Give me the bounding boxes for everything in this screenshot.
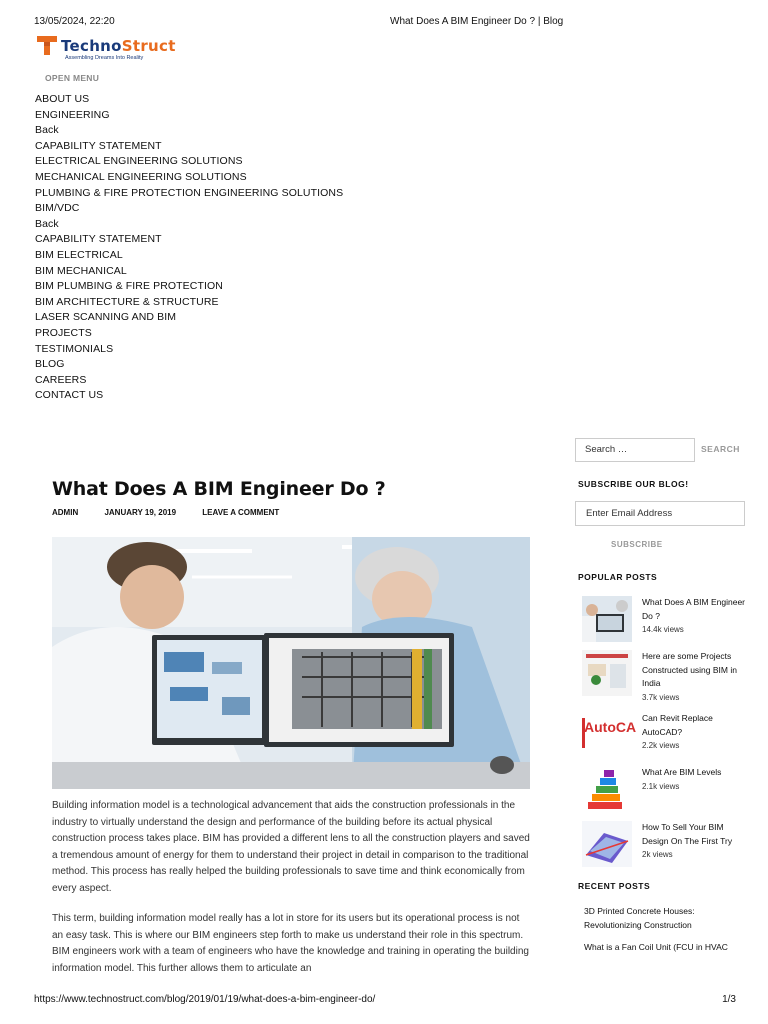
- sidebar: [574, 438, 745, 962]
- popular-post-text: [642, 650, 752, 704]
- popular-post-views: 14.4k views: [642, 625, 684, 634]
- post-paragraph: This term, building information model really has a lot in store for its users but its operational process is not an easy task. This is where our BIM engineers step forth to make us understand their role in this spectrum. BIM engineers work with a team of engineers who have the knowledge and training in operating the building information model. This further allows them to articulate an: [52, 913, 529, 974]
- recent-post-link[interactable]: 3D Printed Concrete Houses: Revolutionizing Construction: [584, 906, 695, 930]
- nav-item-capability-statement[interactable]: CAPABILITY STATEMENT: [35, 139, 162, 152]
- nav-item-back[interactable]: Back: [35, 217, 59, 230]
- popular-post-title[interactable]: What Are BIM Levels: [642, 767, 722, 777]
- popular-post-views: 3.7k views: [642, 692, 680, 702]
- nav-item-plumbing-fire-engineering[interactable]: PLUMBING & FIRE PROTECTION ENGINEERING SOLUTIONS: [35, 186, 344, 199]
- nav-item-bim-mechanical[interactable]: BIM MECHANICAL: [35, 264, 127, 277]
- print-date: 13/05/2024, 22:20: [34, 16, 115, 27]
- popular-post-title[interactable]: What Does A BIM Engineer Do ?: [642, 597, 745, 621]
- popular-post-thumbnail[interactable]: [582, 596, 632, 642]
- popular-post-text: [642, 821, 752, 862]
- popular-post-views: 2.2k views: [642, 741, 680, 750]
- logo-name-part2: Struct: [121, 37, 176, 55]
- nav-item-bim-architecture[interactable]: BIM ARCHITECTURE & STRUCTURE: [35, 295, 219, 308]
- search-button[interactable]: SEARCH: [701, 444, 740, 454]
- nav-item-laser-scanning[interactable]: LASER SCANNING AND BIM: [35, 311, 177, 324]
- popular-post-thumbnail[interactable]: [582, 766, 632, 812]
- nav-item-careers[interactable]: CAREERS: [35, 373, 87, 386]
- nav-item-bim-electrical[interactable]: BIM ELECTRICAL: [35, 248, 123, 261]
- popular-posts-heading: POPULAR POSTS: [578, 572, 658, 582]
- popular-post-views: 2.1k views: [642, 781, 680, 791]
- thumbnail-image: [582, 596, 632, 642]
- nav-item-contact-us[interactable]: CONTACT US: [35, 389, 104, 402]
- post-featured-image: [52, 537, 530, 789]
- email-field[interactable]: Enter Email Address: [575, 501, 745, 526]
- open-menu-toggle[interactable]: OPEN MENU: [45, 73, 100, 83]
- post-body: [52, 798, 530, 991]
- site-logo[interactable]: [35, 33, 175, 65]
- post-author-link[interactable]: ADMIN: [52, 508, 79, 517]
- print-footer: [34, 994, 736, 1008]
- nav-item-blog[interactable]: BLOG: [35, 358, 65, 371]
- popular-post-title[interactable]: Here are some Projects Constructed using BIM in India: [642, 651, 737, 688]
- engineers-at-workstation-illustration: [52, 537, 530, 789]
- thumbnail-image: [582, 712, 637, 758]
- popular-post-text: [642, 766, 752, 793]
- logo-icon: [35, 33, 59, 57]
- search-input[interactable]: Search …: [575, 438, 695, 462]
- popular-post-title[interactable]: How To Sell Your BIM Design On The First Try: [642, 822, 733, 846]
- post-paragraph: Building information model is a technological advancement that aids the construction professionals in the industry to virtually understand the design and performance of the building before its actual physical construction process takes place. BIM has provided a different lens to all the construction players and saved a tremendous amount of energy for them to understand their project in detail in comparison to the traditional method. This process has really helped the building professionals to save time and think economically from every aspect.: [52, 800, 530, 894]
- main-navigation: [35, 92, 343, 404]
- nav-item-bim-plumbing-fire[interactable]: BIM PLUMBING & FIRE PROTECTION: [35, 280, 223, 293]
- thumbnail-image: [582, 650, 632, 696]
- logo-name: [61, 37, 176, 55]
- thumbnail-image: [582, 821, 632, 867]
- post-date-link[interactable]: JANUARY 19, 2019: [104, 508, 177, 517]
- recent-posts-heading: RECENT POSTS: [578, 881, 651, 891]
- popular-post-thumbnail[interactable]: [582, 712, 637, 758]
- nav-item-engineering[interactable]: ENGINEERING: [35, 108, 110, 121]
- nav-item-mechanical-engineering[interactable]: MECHANICAL ENGINEERING SOLUTIONS: [35, 170, 247, 183]
- logo-tagline: Assembling Dreams Into Reality: [65, 55, 144, 61]
- post-meta: [52, 508, 303, 517]
- thumbnail-image: [582, 766, 632, 812]
- print-page-number: 1/3: [722, 994, 736, 1005]
- popular-post-text: [642, 712, 752, 753]
- print-header: [34, 16, 736, 30]
- popular-post-thumbnail[interactable]: [582, 650, 632, 696]
- nav-item-capability-statement[interactable]: CAPABILITY STATEMENT: [35, 233, 162, 246]
- nav-item-about-us[interactable]: ABOUT US: [35, 93, 90, 105]
- subscribe-button[interactable]: SUBSCRIBE: [611, 540, 663, 549]
- print-page-title: What Does A BIM Engineer Do ? | Blog: [390, 16, 564, 27]
- recent-post-link[interactable]: What is a Fan Coil Unit (FCU in HVAC: [584, 942, 728, 952]
- popular-post-views: 2k views: [642, 850, 673, 859]
- post-title: What Does A BIM Engineer Do ?: [52, 478, 386, 500]
- nav-item-back[interactable]: Back: [35, 124, 59, 137]
- nav-item-electrical-engineering[interactable]: ELECTRICAL ENGINEERING SOLUTIONS: [35, 155, 243, 168]
- leave-comment-link[interactable]: LEAVE A COMMENT: [202, 508, 280, 517]
- popular-post-title[interactable]: Can Revit Replace AutoCAD?: [642, 713, 713, 737]
- nav-item-testimonials[interactable]: TESTIMONIALS: [35, 342, 114, 355]
- print-url: https://www.technostruct.com/blog/2019/01/19/what-does-a-bim-engineer-do/: [34, 994, 376, 1005]
- popular-post-text: [642, 596, 752, 637]
- popular-post-thumbnail[interactable]: [582, 821, 632, 867]
- nav-item-projects[interactable]: PROJECTS: [35, 326, 92, 339]
- nav-item-bim-vdc[interactable]: BIM/VDC: [35, 202, 80, 215]
- autocad-thumb-text: AutoCA: [584, 719, 637, 735]
- logo-name-part1: Techno: [61, 37, 122, 55]
- subscribe-heading: SUBSCRIBE OUR BLOG!: [578, 479, 689, 489]
